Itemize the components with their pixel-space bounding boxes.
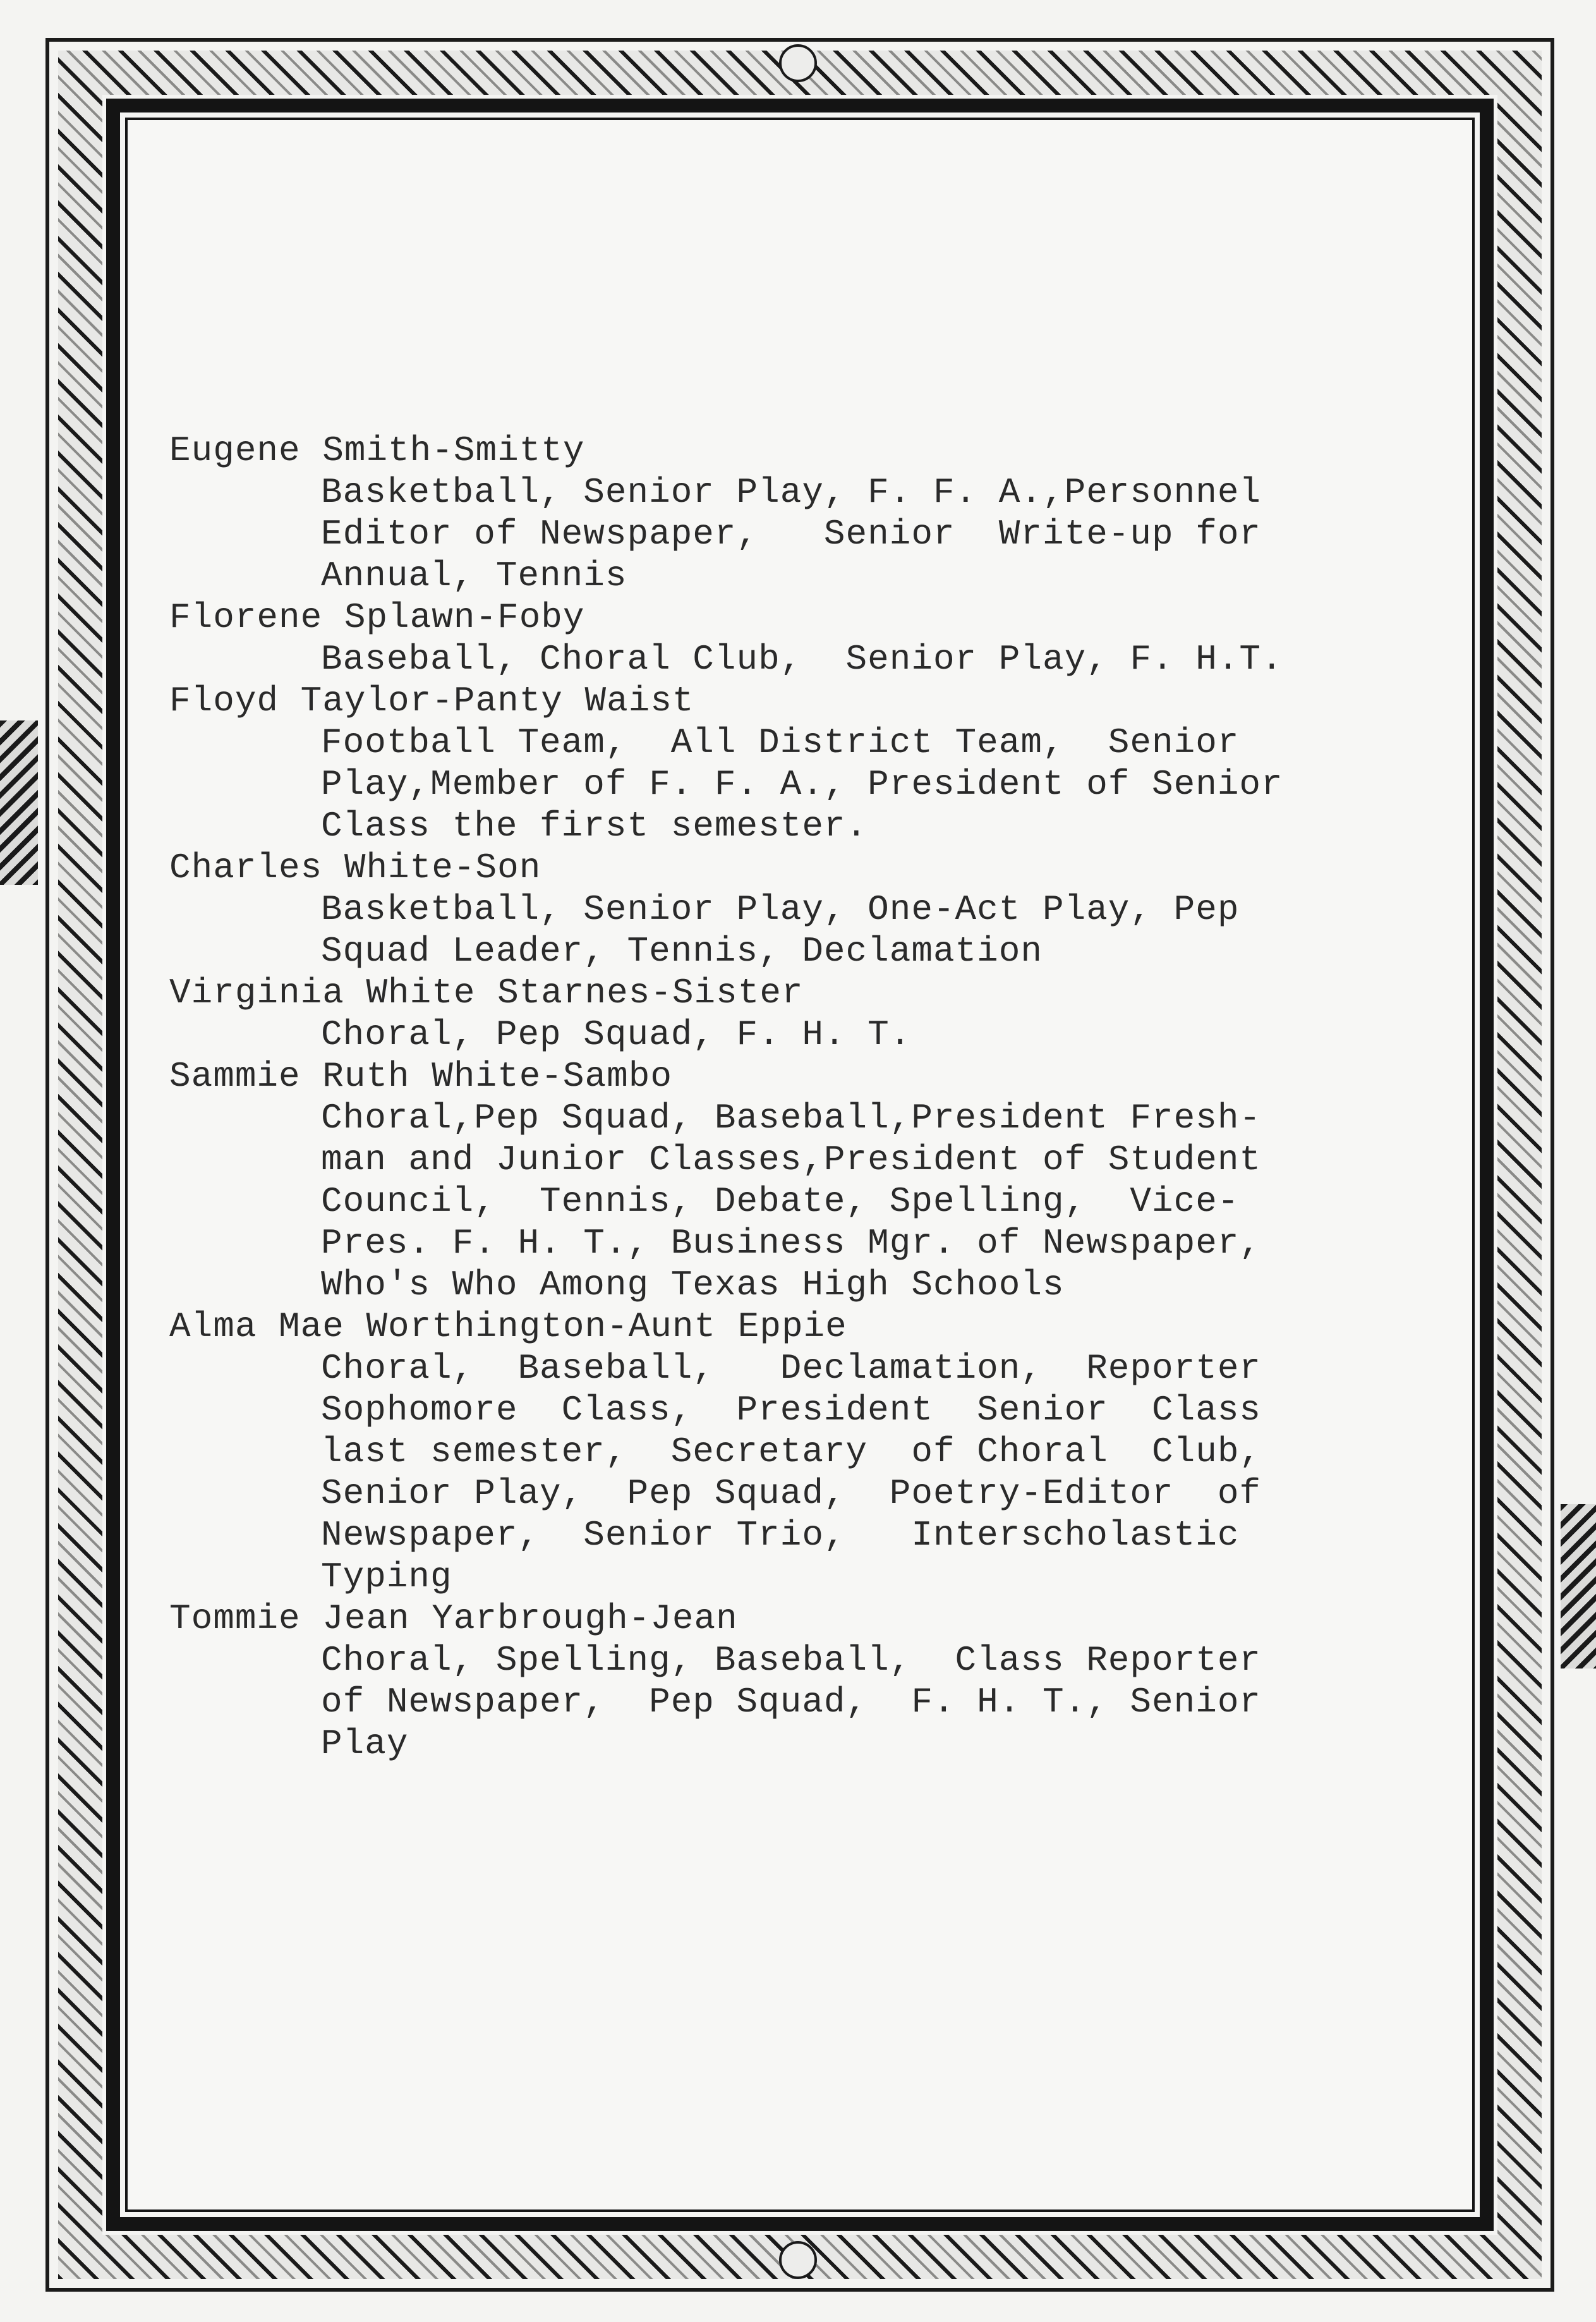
- activity-line: Basketball, Senior Play, One-Act Play, Pep: [321, 889, 1240, 930]
- frame-bottom-ornament-icon: [779, 2241, 817, 2279]
- activity-line: Choral, Pep Squad, F. H. T.: [321, 1014, 912, 1055]
- activity-line: Who's Who Among Texas High Schools: [321, 1265, 1065, 1305]
- senior-entry: [169, 1306, 1433, 1598]
- student-name: Tommie Jean Yarbrough-Jean: [169, 1598, 738, 1639]
- left-edge-decoration: [0, 720, 38, 885]
- activity-line: Play: [321, 1723, 409, 1764]
- student-name: Florene Splawn-Foby: [169, 597, 585, 638]
- activity-line: Senior Play, Pep Squad, Poetry-Editor of: [321, 1473, 1262, 1514]
- student-name: Virginia White Starnes-Sister: [169, 973, 804, 1013]
- senior-entry: [169, 430, 1433, 597]
- right-edge-decoration: [1561, 1504, 1596, 1669]
- student-name: Charles White-Son: [169, 848, 541, 888]
- senior-entry: [169, 680, 1433, 847]
- activity-line: Play,Member of F. F. A., President of Senior: [321, 764, 1283, 805]
- senior-entry: [169, 597, 1433, 680]
- activity-line: Football Team, All District Team, Senior: [321, 722, 1240, 763]
- activity-line: Choral, Spelling, Baseball, Class Reporter: [321, 1640, 1262, 1681]
- activity-line: Typing: [321, 1557, 452, 1597]
- student-name: Alma Mae Worthington-Aunt Eppie: [169, 1306, 847, 1347]
- activity-line: last semester, Secretary of Choral Club,: [321, 1431, 1262, 1472]
- student-name: Floyd Taylor-Panty Waist: [169, 681, 694, 721]
- activity-line: man and Junior Classes,President of Student: [321, 1140, 1262, 1180]
- frame-top-ornament-icon: [779, 44, 817, 82]
- activity-line: Basketball, Senior Play, F. F. A.,Personnel: [321, 472, 1262, 513]
- activity-line: Choral,Pep Squad, Baseball,President Fresh-: [321, 1098, 1262, 1138]
- activity-line: Newspaper, Senior Trio, Interscholastic: [321, 1515, 1240, 1555]
- activity-line: Baseball, Choral Club, Senior Play, F. H.T.: [321, 639, 1283, 679]
- activity-line: Annual, Tennis: [321, 556, 627, 596]
- activity-line: Editor of Newspaper, Senior Write-up for: [321, 514, 1262, 554]
- activity-line: Choral, Baseball, Declamation, Reporter: [321, 1348, 1262, 1389]
- activity-line: Squad Leader, Tennis, Declamation: [321, 931, 1043, 971]
- activity-line: Sophomore Class, President Senior Class: [321, 1390, 1262, 1430]
- student-name: Eugene Smith-Smitty: [169, 430, 585, 471]
- activity-line: of Newspaper, Pep Squad, F. H. T., Senior: [321, 1682, 1262, 1722]
- activity-line: Pres. F. H. T., Business Mgr. of Newspaper,: [321, 1223, 1262, 1263]
- student-name: Sammie Ruth White-Sambo: [169, 1056, 672, 1097]
- senior-entry: [169, 1598, 1433, 1765]
- senior-writeups-list: [169, 430, 1433, 1765]
- senior-entry: [169, 847, 1433, 972]
- activity-line: Council, Tennis, Debate, Spelling, Vice-: [321, 1181, 1240, 1222]
- activity-line: Class the first semester.: [321, 806, 868, 846]
- senior-entry: [169, 1055, 1433, 1306]
- senior-entry: [169, 972, 1433, 1055]
